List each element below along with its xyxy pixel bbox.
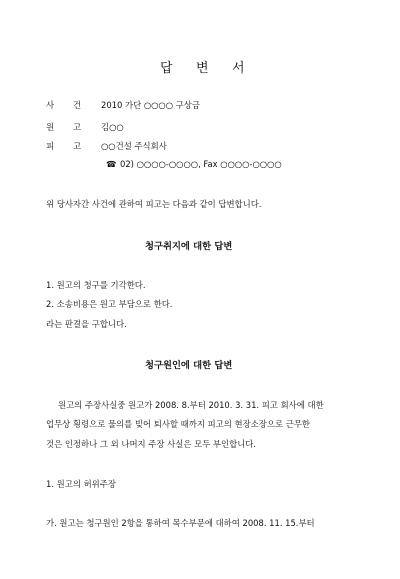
section1-heading: 청구취지에 대한 답변	[145, 241, 233, 252]
plaintiff-label-char: 원	[46, 122, 55, 132]
paragraph-line-3: 것은 인정하나 그 외 나머지 주장 사실은 모두 부인합니다.	[46, 439, 257, 449]
paragraph-line-1: 원고의 주장사실중 원고가 2008. 8.부터 2010. 3. 31. 피고 회사에 대한	[58, 400, 324, 410]
title-char-3: 서	[232, 61, 245, 76]
defendant-label-char: 고	[73, 141, 82, 151]
plaintiff-name: 김○○	[101, 122, 124, 132]
section2-heading: 청구원인에 대한 답변	[145, 360, 233, 371]
section1-item-1: 1. 원고의 청구를 기각한다.	[46, 280, 146, 290]
title-char-1: 답	[160, 61, 173, 76]
paragraph-line-2: 업무상 횡령으로 물의를 빚어 퇴사할 때까지 피고의 현장소장으로 근무한	[46, 419, 311, 429]
plaintiff-label-char: 고	[73, 122, 82, 132]
section1-item-2: 2. 소송비용은 원고 부담으로 한다.	[46, 299, 173, 309]
contact-numbers: 02) ○○○○-○○○○, Fax ○○○○-○○○○	[120, 159, 282, 169]
sub-item-ga: 가. 원고는 청구원인 2항을 통하여 목수부문에 대하여 2008. 11. 15.부터	[46, 518, 315, 528]
defendant-label-char: 피	[46, 141, 55, 151]
case-number: 2010 가단 ○○○○ 구상금	[101, 100, 200, 110]
sub-heading: 1. 원고의 허위주장	[46, 479, 116, 489]
title-char-2: 변	[196, 61, 209, 76]
case-label-char: 건	[73, 100, 82, 110]
phone-icon: ☎	[106, 159, 117, 169]
defendant-name: ○○건설 주식회사	[101, 141, 167, 151]
section1-closing: 라는 판결을 구합니다.	[46, 319, 127, 329]
intro-text: 위 당사자간 사건에 관하여 피고는 다음과 같이 답변합니다.	[46, 199, 262, 209]
case-label-char: 사	[46, 100, 55, 110]
